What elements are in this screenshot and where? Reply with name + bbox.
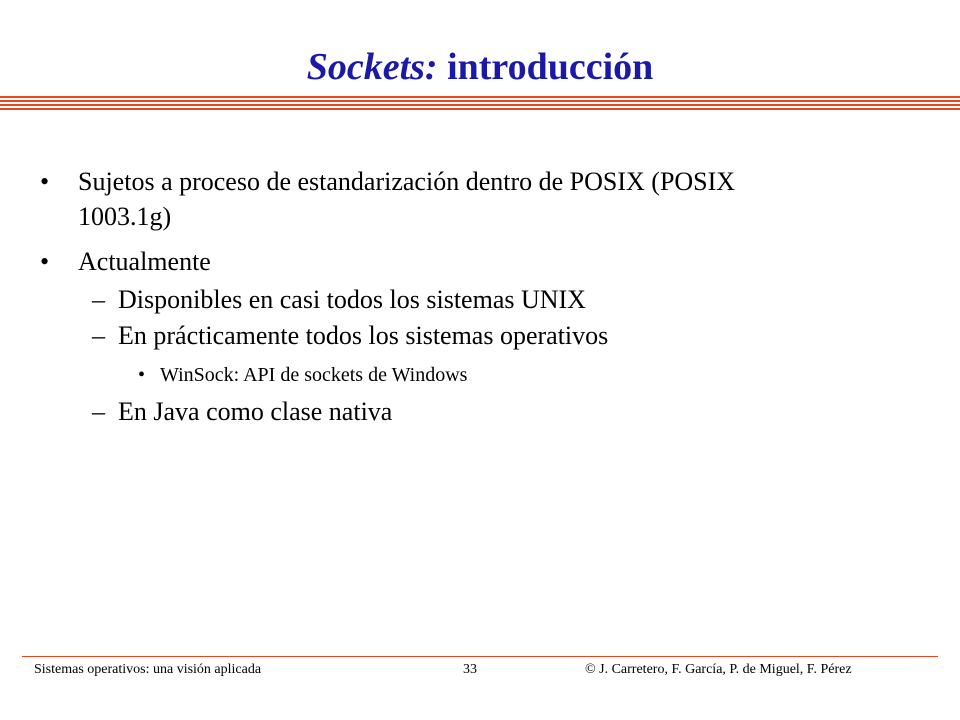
title-divider (0, 96, 960, 110)
sub-item-text: Disponibles en casi todos los sistemas UNIX (118, 285, 586, 314)
bullet-text-continuation: 1003.1g) (78, 202, 172, 231)
bullet-text: Actualmente (78, 247, 211, 276)
title-rest: introducción (437, 46, 654, 88)
bullet-text: Sujetos a proceso de estandarización dentro de POSIX (POSIX (78, 167, 736, 196)
bullet-marker: • (40, 247, 50, 276)
sub-item-text: En Java como clase nativa (118, 397, 393, 426)
title-divider-stripe (0, 108, 960, 110)
title-italic: Sockets: (306, 46, 438, 88)
sub-item-text: En prácticamente todos los sistemas operativos (118, 321, 609, 350)
title-divider-stripe (0, 104, 960, 106)
bullet-marker: • (40, 167, 50, 196)
title-divider-stripe (0, 100, 960, 102)
sub-item-marker: – (92, 321, 105, 350)
footer-page-number: 33 (463, 662, 477, 677)
sub-sub-item-text: WinSock: API de sockets de Windows (160, 364, 468, 386)
slide-title (0, 44, 960, 90)
footer-authors: © J. Carretero, F. García, P. de Miguel, F. Pérez (585, 662, 852, 677)
sub-sub-item-marker: • (138, 364, 146, 386)
footer-book-title: Sistemas operativos: una visión aplicada (34, 662, 262, 677)
title-divider-stripe (0, 96, 960, 98)
footer-divider (22, 656, 938, 657)
sub-item-marker: – (92, 285, 105, 314)
sub-item-marker: – (92, 397, 105, 426)
